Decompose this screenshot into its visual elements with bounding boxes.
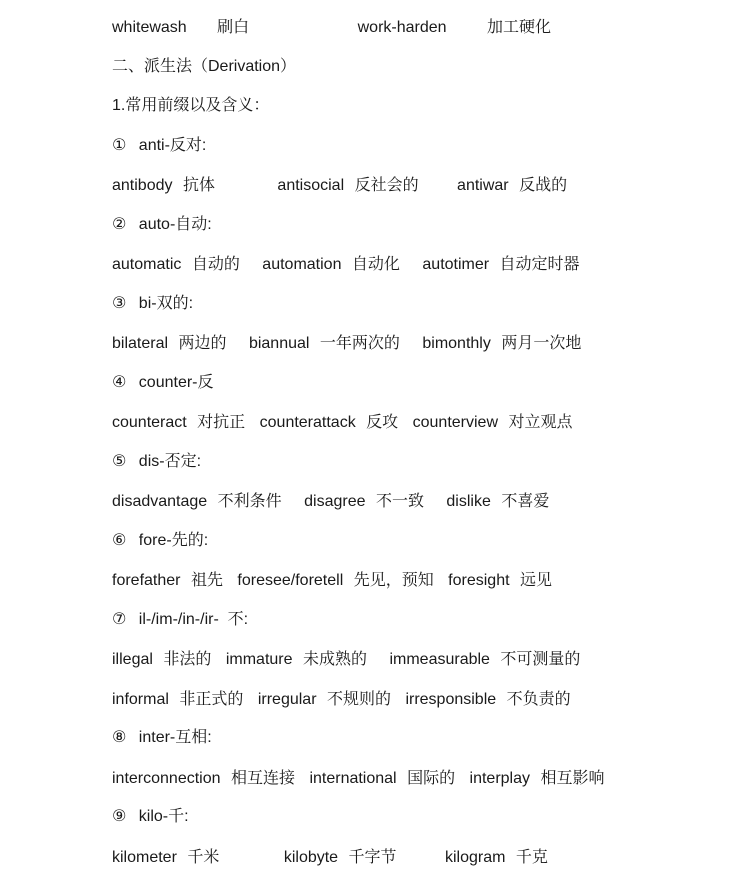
compound-examples-line [112,14,551,40]
word-zh: 反社会的 [354,175,419,194]
word-en: kilometer [112,849,177,866]
word-en: illegal [112,651,153,668]
item-number: ① [112,137,127,154]
prefix-label: counter-反 [138,374,214,391]
word-zh: 自动化 [351,254,400,273]
word-zh: 不可测量的 [500,649,581,668]
word-en: biannual [248,335,310,352]
word-en: forefather [112,572,181,589]
word-zh: 远见 [520,570,553,589]
word-en: bilateral [112,335,169,352]
word-en: informal [112,691,169,708]
word-zh: 自动的 [191,254,240,273]
prefix-heading [112,528,208,554]
word-zh: 非正式的 [179,689,244,708]
example-line [112,251,580,277]
word-en: disadvantage [112,493,208,510]
word-zh: 反攻 [366,412,399,431]
prefix-heading [112,212,212,238]
word-zh: 自动定时器 [499,254,580,273]
word-en: antisocial [277,177,345,194]
example-line [112,488,549,514]
prefix-label: dis-否定: [138,453,202,470]
prefix-label: il-/im-/in-/ir- 不: [138,611,249,628]
word-zh: 国际的 [407,768,456,787]
word-zh: 相互连接 [230,768,295,787]
prefix-label: inter-互相: [138,729,212,746]
word-zh: 两边的 [178,333,227,352]
item-number: ⑥ [112,532,127,549]
word-en: bimonthly [422,335,491,352]
prefix-label: kilo-千: [138,808,189,825]
prefix-heading [112,370,214,396]
example-line [112,330,581,356]
prefix-heading [112,804,189,830]
example-line [112,567,552,593]
subsection-title: 1.常用前缀以及含义： [112,97,270,114]
word-en: international [309,770,397,787]
item-number: ⑤ [112,453,127,470]
prefix-heading [112,449,201,475]
word-zh: 先见，预知 [353,570,434,589]
example-line [112,686,571,712]
word-zh: 不规则的 [326,689,391,708]
word-zh: 抗体 [182,175,215,194]
word-en: counterattack [259,414,356,431]
word-en: counteract [112,414,187,431]
word-en: interconnection [112,770,221,787]
word-en: irresponsible [405,691,497,708]
word-en: whitewash [112,19,187,36]
item-number: ⑦ [112,611,127,628]
word-en: autotimer [422,256,490,273]
example-line [112,172,567,198]
prefix-label: bi-双的: [138,295,194,312]
word-zh: 两月一次地 [501,333,582,352]
example-line [112,844,548,870]
example-line [112,409,572,435]
word-zh: 不一致 [375,491,424,510]
prefix-heading [112,607,248,633]
word-en: automatic [112,256,182,273]
prefix-label: fore-先的: [138,532,209,549]
word-zh: 未成熟的 [302,649,367,668]
word-zh: 反战的 [519,175,568,194]
word-en: kilobyte [283,849,339,866]
word-zh: 千克 [515,847,548,866]
word-zh: 对立观点 [508,412,573,431]
item-number: ④ [112,374,127,391]
word-zh: 对抗正 [197,412,246,431]
word-en: disagree [304,493,366,510]
prefix-heading [112,725,212,751]
word-zh: 一年两次的 [319,333,400,352]
prefix-heading [112,291,193,317]
item-number: ③ [112,295,127,312]
word-zh: 加工硬化 [487,17,552,36]
word-zh: 千字节 [348,847,397,866]
example-line [112,646,580,672]
word-zh: 非法的 [163,649,212,668]
item-number: ⑧ [112,729,127,746]
word-en: kilogram [445,849,506,866]
word-en: antibody [112,177,173,194]
prefix-label: auto-自动: [138,216,212,233]
item-number: ② [112,216,127,233]
word-zh: 祖先 [190,570,223,589]
item-number: ⑨ [112,808,127,825]
word-zh: 刷白 [217,17,250,36]
word-zh: 不喜爱 [501,491,550,510]
prefix-label: anti-反对: [138,137,207,154]
section-title: 二、派生法（Derivation） [112,58,297,75]
word-en: immeasurable [389,651,490,668]
word-en: work-harden [357,19,447,36]
word-en: foresee/foretell [237,572,344,589]
word-zh: 不利条件 [217,491,282,510]
word-zh: 不负责的 [506,689,571,708]
word-zh: 千米 [187,847,220,866]
word-en: counterview [412,414,498,431]
prefix-heading [112,133,206,159]
word-en: antiwar [457,177,509,194]
word-en: dislike [446,493,491,510]
word-en: immature [225,651,293,668]
word-zh: 相互影响 [540,768,605,787]
example-line [112,765,604,791]
word-en: interplay [469,770,531,787]
word-en: foresight [448,572,510,589]
word-en: irregular [257,691,317,708]
word-en: automation [262,256,342,273]
